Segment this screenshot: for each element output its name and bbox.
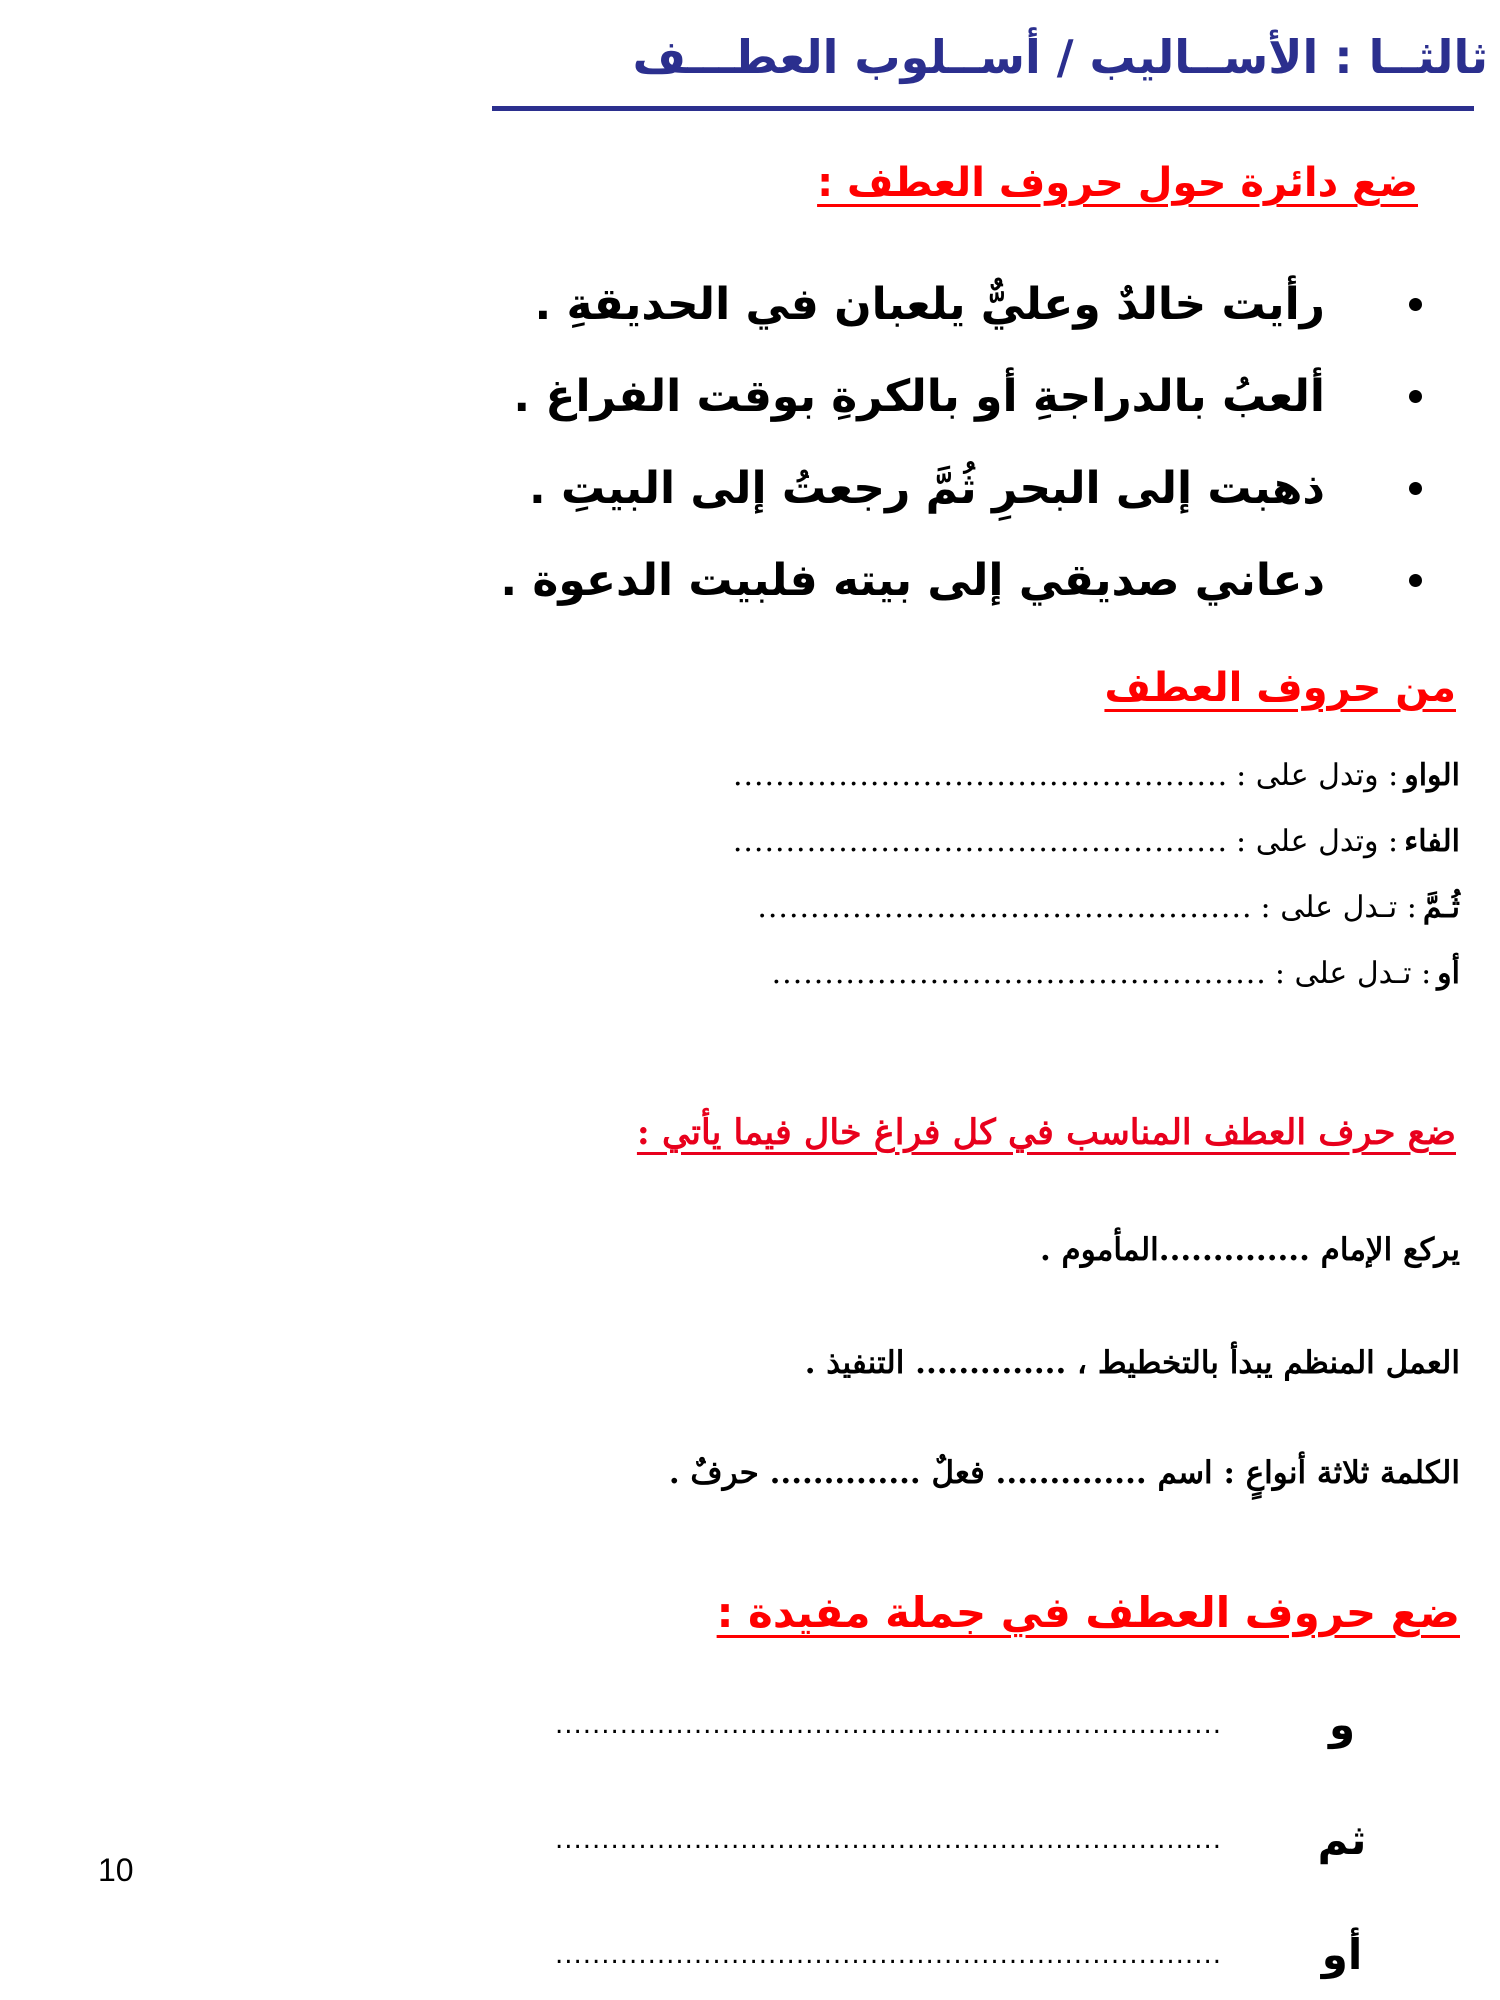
answer-blank[interactable]: ............................................... bbox=[732, 823, 1229, 859]
definition-term: ثُـمَّ bbox=[1422, 889, 1460, 925]
fill-blank-line[interactable]: الكلمة ثلاثة أنواعٍ : اسم .............. فعلٌ .............. حرفٌ . bbox=[668, 1455, 1460, 1491]
sentence-text: ذهبت إلى البحرِ ثُمَّ رجعتُ إلى البيتِ . bbox=[528, 462, 1325, 514]
fill-blank-line[interactable]: يركع الإمام ..............المأموم . bbox=[1039, 1232, 1460, 1268]
list-item bbox=[20, 442, 1470, 534]
title-underline bbox=[492, 106, 1474, 111]
answer-blank[interactable]: ........................................................................ bbox=[554, 1939, 1222, 1970]
page-title: ثالثــا : الأســاليب / أســلوب العطـــف bbox=[632, 30, 1488, 84]
definition-prompt: : وتدل على : bbox=[1236, 757, 1399, 793]
section4-heading: ضع حروف العطف في جملة مفيدة : bbox=[716, 1588, 1460, 1637]
conjunction-word: أو bbox=[1321, 1930, 1363, 1979]
bullet-icon bbox=[1409, 390, 1422, 403]
list-item bbox=[20, 258, 1470, 350]
conjunction-word: ثم bbox=[1317, 1815, 1367, 1864]
definition-term: أو bbox=[1437, 955, 1460, 991]
bullet-icon bbox=[1409, 298, 1422, 311]
section1-heading: ضع دائرة حول حروف العطف : bbox=[817, 160, 1418, 206]
definition-row bbox=[10, 808, 1460, 874]
sentence-row bbox=[482, 1930, 1382, 1979]
conjunction-word: و bbox=[1328, 1700, 1356, 1749]
page-number: 10 bbox=[98, 1852, 134, 1888]
definition-row bbox=[10, 742, 1460, 808]
sentence-text: ألعبُ بالدراجةِ أو بالكرةِ بوقت الفراغ . bbox=[513, 370, 1325, 422]
answer-blank[interactable]: ............................................... bbox=[732, 757, 1229, 793]
definition-term: الواو bbox=[1404, 757, 1460, 793]
sentence-text: دعاني صديقي إلى بيته فلبيت الدعوة . bbox=[500, 554, 1325, 606]
definition-prompt: : تـدل على : bbox=[1260, 889, 1417, 925]
fill-blank-line[interactable]: العمل المنظم يبدأ بالتخطيط ، .............. التنفيذ . bbox=[804, 1345, 1460, 1381]
definition-row bbox=[10, 940, 1460, 1006]
answer-blank[interactable]: ........................................................................ bbox=[554, 1709, 1222, 1740]
definition-prompt: : وتدل على : bbox=[1236, 823, 1399, 859]
list-item bbox=[20, 350, 1470, 442]
section2-heading: من حروف العطف bbox=[1104, 665, 1456, 711]
sentence-list bbox=[20, 258, 1470, 626]
conjunction-definitions bbox=[10, 742, 1460, 1006]
definition-prompt: : تـدل على : bbox=[1274, 955, 1432, 991]
definition-term: الفاء bbox=[1404, 823, 1460, 859]
answer-blank[interactable]: ............................................... bbox=[757, 889, 1253, 925]
answer-blank[interactable]: ............................................... bbox=[771, 955, 1267, 991]
definition-row bbox=[10, 874, 1460, 940]
bullet-icon bbox=[1409, 482, 1422, 495]
bullet-icon bbox=[1409, 574, 1422, 587]
sentence-text: رأيت خالدٌ وعليٌّ يلعبان في الحديقةِ . bbox=[534, 278, 1325, 330]
sentence-row bbox=[482, 1815, 1382, 1864]
answer-blank[interactable]: ........................................................................ bbox=[554, 1824, 1222, 1855]
sentence-row bbox=[482, 1700, 1382, 1749]
section3-heading: ضع حرف العطف المناسب في كل فراغ خال فيما يأتي : bbox=[636, 1112, 1456, 1153]
list-item bbox=[20, 534, 1470, 626]
